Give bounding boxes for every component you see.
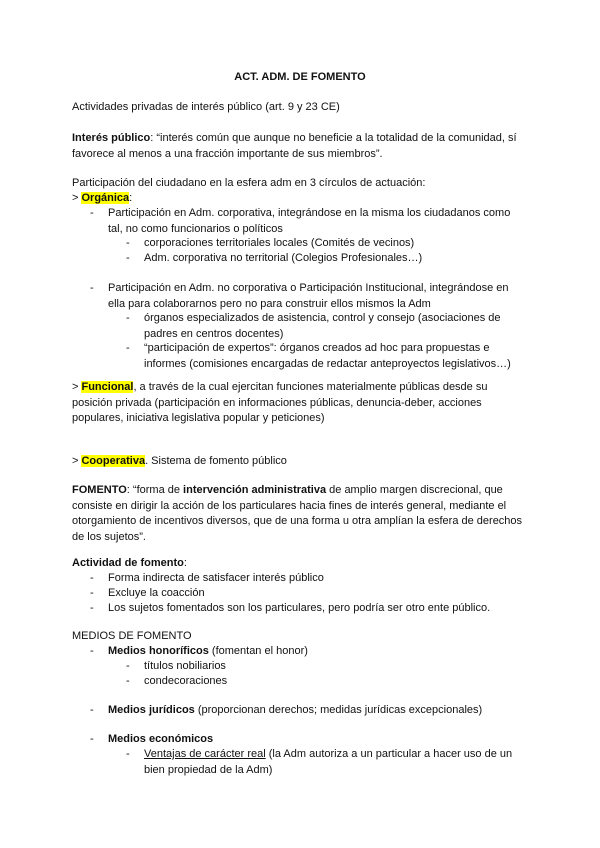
cooperativa-text: . Sistema de fomento público (145, 455, 287, 467)
list-dash: - (126, 675, 130, 687)
funcional-text-2: posición privada (participación en informaciones públicas, denuncia-deber, acciones (72, 396, 482, 409)
organica-item1-sub1: corporaciones territoriales locales (Comités de vecinos) (144, 237, 415, 249)
medios-honorificos-sub2: condecoraciones (144, 675, 228, 687)
list-dash: - (126, 237, 130, 249)
list-item-text (108, 206, 528, 237)
fomento-term: FOMENTO (72, 484, 127, 496)
list-dash: - (90, 733, 94, 745)
fomento-text-2: consiste en dirigir la acción de los particulares hacia fines de interés general, mediante el (72, 499, 507, 512)
list-dash: - (126, 312, 130, 324)
organica-item1-line1: Participación en Adm. corporativa, integrándose en la misma los ciudadanos como (108, 207, 511, 219)
interes-publico-text-1: : “interés común que aunque no beneficie a la totalidad de la comunidad, sí (150, 132, 517, 144)
cooperativa-paragraph (72, 454, 528, 470)
organica-item2-sub1-line1: órganos especializados de asistencia, control y consejo (asociaciones de (144, 312, 501, 324)
list-dash: - (126, 748, 130, 760)
organica-item2-line1: Participación en Adm. no corporativa o Participación Institucional, integrándose en (108, 282, 509, 294)
medios-honorificos (108, 644, 528, 660)
organica-item2-sub1 (144, 311, 528, 342)
actividad-item-1: Forma indirecta de satisfacer interés público (108, 572, 324, 584)
actividad-item-2: Excluye la coacción (108, 587, 205, 599)
medios-heading: MEDIOS DE FOMENTO (72, 630, 192, 642)
list-dash: - (126, 660, 130, 672)
fomento-text-1c: de amplio margen discrecional, que (326, 484, 503, 496)
list-item-text (108, 281, 528, 312)
organica-item1-sub2: Adm. corporativa no territorial (Colegios Profesionales…) (144, 252, 423, 264)
interes-publico-term: Interés público (72, 132, 151, 144)
list-dash: - (90, 704, 94, 716)
list-dash: - (126, 252, 130, 264)
funcional-label: Funcional (81, 381, 134, 393)
organica-suffix: : (129, 192, 133, 204)
medios-juridicos-label: Medios jurídicos (108, 704, 195, 716)
list-dash: - (90, 207, 94, 219)
medios-economicos-label: Medios económicos (108, 733, 214, 745)
medios-juridicos-note: (proporcionan derechos; medidas jurídicas excepcionales) (194, 704, 483, 716)
fomento-text-3: otorgamiento de incentivos diversos, que de una forma u otra amplían la esfera de derechos (72, 515, 523, 527)
actividad-item-3: Los sujetos fomentados son los particulares, pero podría ser otro ente público. (108, 602, 491, 614)
list-dash: - (90, 645, 94, 657)
organica-label: Orgánica (81, 192, 130, 204)
actividad-heading (72, 556, 528, 572)
participacion-intro: Participación del ciudadano en la esfera adm en 3 círculos de actuación: (72, 177, 426, 189)
list-dash: - (90, 602, 94, 614)
cooperativa-prefix: > (72, 455, 82, 467)
list-dash: - (90, 587, 94, 599)
medios-economicos (108, 732, 528, 748)
organica-item1-line2: tal, no como funcionarios o políticos (108, 222, 283, 235)
organica-heading (72, 191, 528, 207)
page-title: ACT. ADM. DE FOMENTO (234, 71, 366, 83)
medios-honorificos-sub1: títulos nobiliarios (144, 660, 226, 672)
medios-economicos-sub1-line2: bien propiedad de la Adm) (144, 763, 273, 776)
organica-prefix: > (72, 192, 82, 204)
organica-item2-sub1-line2: padres en centros docentes) (144, 327, 284, 340)
list-dash: - (126, 342, 130, 354)
list-dash: - (90, 572, 94, 584)
actividad-heading-colon: : (183, 557, 187, 569)
intro-paragraph: Actividades privadas de interés público (art. 9 y 23 CE) (72, 101, 340, 113)
medios-economicos-sub1-underlined: Ventajas de carácter real (144, 748, 266, 760)
fomento-text-1a: : “forma de (126, 484, 184, 496)
organica-item2-sub2 (144, 341, 528, 372)
interes-publico-paragraph (72, 131, 528, 162)
fomento-text-4: de los sujetos”. (72, 530, 146, 543)
funcional-paragraph (72, 380, 528, 427)
medios-economicos-sub1 (144, 747, 528, 778)
list-dash: - (90, 282, 94, 294)
fomento-text-1b: intervención administrativa (183, 484, 327, 496)
interes-publico-text-2: favorece al menos a una fracción importante de sus miembros”. (72, 147, 383, 160)
medios-economicos-sub1-line1: (la Adm autoriza a un particular a hacer uso de un (265, 748, 513, 760)
organica-item2-sub2-line2: informes (comisiones encargadas de redactar anteproyectos legislativos…) (144, 357, 511, 370)
fomento-paragraph (72, 483, 528, 545)
organica-item2-sub2-line1: “participación de expertos”: órganos creados ad hoc para propuestas e (144, 342, 490, 354)
medios-honorificos-note: (fomentan el honor) (208, 645, 308, 657)
organica-item2-line2: ella para colaborarnos pero no para construir ellos mismos la Adm (108, 297, 431, 310)
actividad-heading-label: Actividad de fomento (72, 557, 184, 569)
funcional-text-1: , a través de la cual ejercitan funciones materialmente públicas desde su (133, 381, 488, 393)
funcional-text-3: populares, iniciativa legislativa popular y peticiones) (72, 412, 325, 424)
cooperativa-label: Cooperativa (81, 455, 146, 467)
funcional-prefix: > (72, 381, 82, 393)
medios-juridicos (108, 703, 528, 719)
medios-honorificos-label: Medios honoríficos (108, 645, 209, 657)
